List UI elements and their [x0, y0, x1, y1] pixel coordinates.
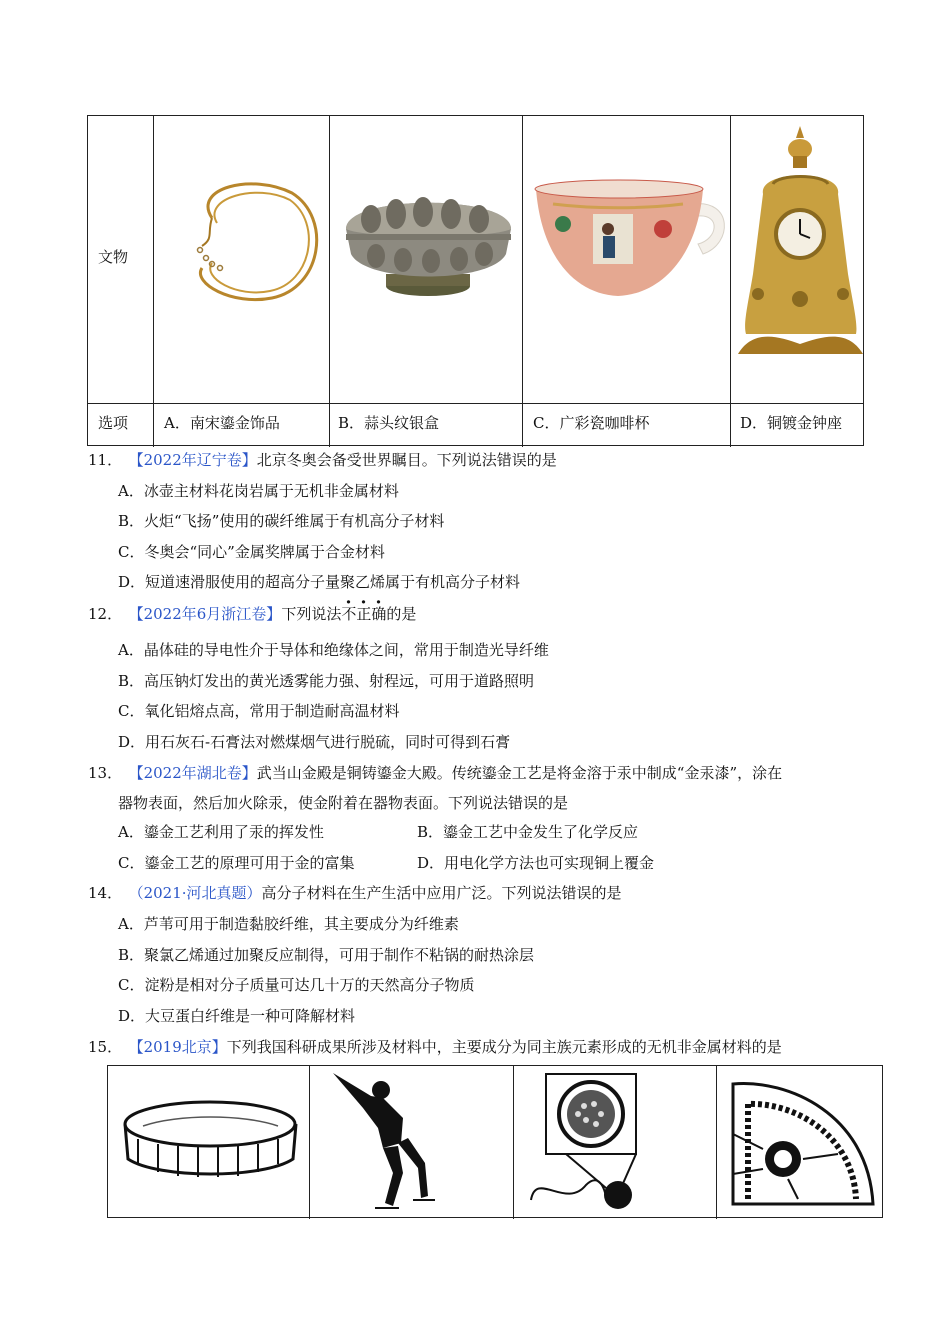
- question-source: 【2022年湖北卷】: [136, 764, 257, 782]
- figure-table: [107, 1065, 883, 1218]
- option-c: C．氧化铝熔点高，常用于制造耐高温材料: [118, 702, 400, 720]
- option-d: D．短道速滑服使用的超高分子量聚乙烯属于有机高分子材料: [118, 573, 521, 591]
- option-b: B．聚氯乙烯通过加聚反应制得，可用于制作不粘锅的耐热涂层: [118, 946, 535, 964]
- machine-cutaway-image: [728, 1074, 878, 1212]
- row-label-artifact: 文物: [98, 248, 129, 266]
- option-b: B．火炬“飞扬”使用的碳纤维属于有机高分子材料: [118, 512, 445, 530]
- question-stem: 下列说法: [281, 605, 342, 623]
- option-d: D．用石灰石-石膏法对燃煤烟气进行脱硫，同时可得到石膏: [118, 733, 511, 751]
- question-15: [88, 1036, 782, 1057]
- question-source: （2021·河北真题）: [136, 884, 262, 902]
- emphasis-char: 正: [356, 605, 372, 623]
- question-number: 13．: [88, 764, 123, 782]
- option-d: D．大豆蛋白纤维是一种可降解材料: [118, 1007, 356, 1025]
- table-divider: [513, 1066, 514, 1219]
- question-number: 14．: [88, 884, 123, 902]
- question-12: [88, 603, 416, 624]
- gilded-clock-image: [738, 124, 863, 359]
- option-b: B．鎏金工艺中金发生了化学反应: [417, 823, 639, 841]
- silver-box-image: [341, 174, 516, 304]
- row-label-option: 选项: [98, 414, 129, 432]
- option-c: C．淀粉是相对分子质量可达几十万的天然高分子物质: [118, 976, 475, 994]
- artifact-table: [87, 115, 864, 446]
- question-stem: 下列我国科研成果所涉及材料中，主要成分为同主族元素形成的无机非金属材料的是: [226, 1038, 782, 1056]
- question-11: [88, 449, 557, 470]
- option-a: A．冰壶主材料花岗岩属于无机非金属材料: [118, 482, 399, 500]
- option-c: C．鎏金工艺的原理可用于金的富集: [118, 854, 355, 872]
- option-c: C．冬奥会“同心”金属奖牌属于合金材料: [118, 543, 385, 561]
- option-a-label: A．南宋鎏金饰品: [164, 414, 280, 432]
- table-divider: [88, 403, 863, 404]
- option-a: A．芦苇可用于制造黏胶纤维，其主要成分为纤维素: [118, 915, 459, 933]
- option-b-label: B．蒜头纹银盒: [338, 414, 440, 432]
- table-divider: [153, 116, 154, 447]
- option-a: A．晶体硅的导电性介于导体和绝缘体之间，常用于制造光导纤维: [118, 641, 549, 659]
- question-source: 【2022年6月浙江卷】: [136, 605, 282, 623]
- question-number: 11．: [88, 451, 123, 469]
- question-source: 【2019北京】: [136, 1038, 227, 1056]
- table-divider: [309, 1066, 310, 1219]
- gold-chain-image: [172, 178, 328, 308]
- question-13: [88, 762, 782, 783]
- table-divider: [329, 116, 330, 447]
- question-source: 【2022年辽宁卷】: [136, 451, 257, 469]
- question-stem: 北京冬奥会备受世界瞩目。下列说法错误的是: [256, 451, 557, 469]
- option-a: A．鎏金工艺利用了汞的挥发性: [118, 823, 324, 841]
- question-number: 15．: [88, 1038, 123, 1056]
- emphasis-char: 不: [341, 605, 357, 623]
- option-b: B．高压钠灯发出的黄光透雾能力强、射程远，可用于道路照明: [118, 672, 535, 690]
- porcelain-cup-image: [533, 174, 733, 304]
- question-stem: 武当山金殿是铜铸鎏金大殿。传统鎏金工艺是将金溶于汞中制成“金汞漆”，涂在: [256, 764, 783, 782]
- option-c-label: C．广彩瓷咖啡杯: [533, 414, 650, 432]
- question-stem-line2: 器物表面，然后加火除汞，使金附着在器物表面。下列说法错误的是: [118, 794, 569, 812]
- table-divider: [716, 1066, 717, 1219]
- question-14: [88, 882, 622, 903]
- question-stem-end: 的是: [386, 605, 417, 623]
- question-number: 12．: [88, 605, 123, 623]
- option-d: D．用电化学方法也可实现铜上覆金: [417, 854, 655, 872]
- speed-skater-image: [323, 1068, 443, 1216]
- optical-fiber-cable-image: [526, 1070, 706, 1216]
- emphasis-char: 确: [371, 605, 387, 623]
- table-divider: [522, 116, 523, 447]
- option-d-label: D．铜镀金钟座: [740, 414, 843, 432]
- telescope-dish-image: [118, 1084, 303, 1184]
- question-stem: 高分子材料在生产生活中应用广泛。下列说法错误的是: [261, 884, 622, 902]
